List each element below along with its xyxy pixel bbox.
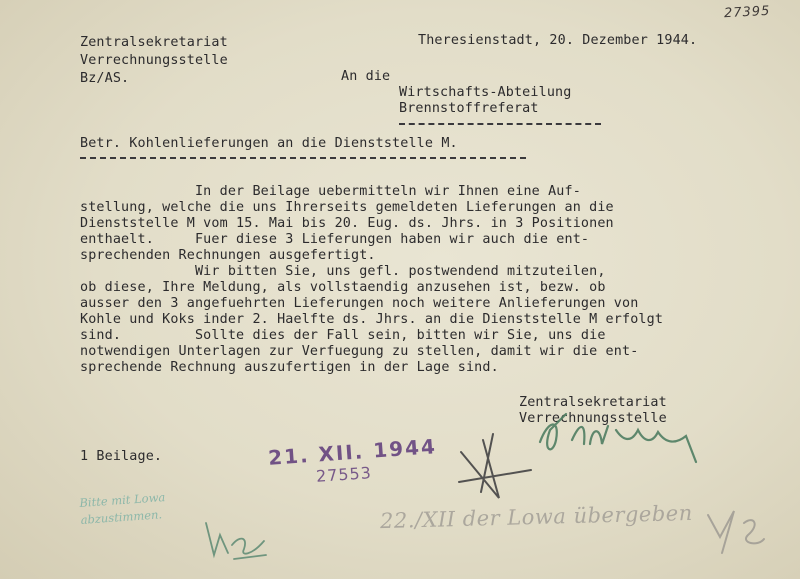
handwritten-note-green-line-1: Bitte mit Lowa (78, 490, 166, 511)
received-stamp-date: 21. XII. 1944 (267, 434, 438, 470)
body-line: stellung, welche die uns Ihrerseits gemeldeten Lieferungen an die (80, 200, 614, 215)
place-date: Theresienstadt, 20. Dezember 1944. (418, 33, 698, 48)
recipient-line-1: Wirtschafts-Abteilung (399, 85, 572, 100)
body-line: sind. Sollte dies der Fall sein, bitten wir Sie, uns die (80, 328, 606, 343)
archive-number: 27395 (723, 3, 771, 22)
body-line: Dienststelle M vom 15. Mai bis 20. Eug. ds. Jhrs. in 3 Positionen (80, 216, 614, 231)
handwritten-note-pencil: 22./XII der Lowa übergeben (379, 500, 693, 534)
handwritten-note-green (79, 489, 167, 529)
subject-line: Betr. Kohlenlieferungen an die Dienststelle M. (80, 136, 458, 151)
signature-scrawl (520, 400, 720, 480)
body-line: ob diese, Ihre Meldung, als vollstaendig anzusehen ist, bezw. ob (80, 280, 606, 295)
initials-mark (455, 432, 535, 507)
body-line: Kohle und Koks inder 2. Haelfte ds. Jhrs. an die Dienststelle M erfolgt (80, 312, 664, 327)
body-line: ausser den 3 angefuehrten Lieferungen noch weitere Anlieferungen von (80, 296, 639, 311)
subject-underline (80, 157, 526, 159)
body-line: enthaelt. Fuer diese 3 Lieferungen haben wir auch die ent- (80, 232, 590, 247)
body-line: Wir bitten Sie, uns gefl. postwendend mitzuteilen, (80, 264, 606, 279)
sender-line-1: Zentralsekretariat (80, 35, 228, 50)
handwritten-note-green-line-2: abzustimmen. (80, 507, 163, 527)
received-stamp-number: 27553 (315, 463, 373, 486)
closing-line-1: Zentralsekretariat (519, 395, 667, 410)
recipient-line-2: Brennstoffreferat (399, 101, 539, 116)
body-line: sprechenden Rechnungen ausgefertigt. (80, 248, 376, 263)
body-line: In der Beilage uebermitteln wir Ihnen eine Auf- (80, 184, 581, 199)
green-initials (200, 515, 280, 565)
closing-line-2: Verrechnungsstelle (519, 411, 667, 426)
body-line: notwendigen Unterlagen zur Verfuegung zu stellen, damit wir die ent- (80, 344, 639, 359)
pencil-initials (700, 505, 770, 560)
body-line: sprechende Rechnung auszufertigen in der Lage sind. (80, 360, 499, 375)
recipient-underline (399, 123, 601, 125)
sender-line-2: Verrechnungsstelle (80, 53, 228, 68)
enclosure-note: 1 Beilage. (80, 449, 163, 464)
recipient-salutation: An die (341, 69, 391, 84)
reference-code: Bz/AS. (80, 71, 130, 86)
